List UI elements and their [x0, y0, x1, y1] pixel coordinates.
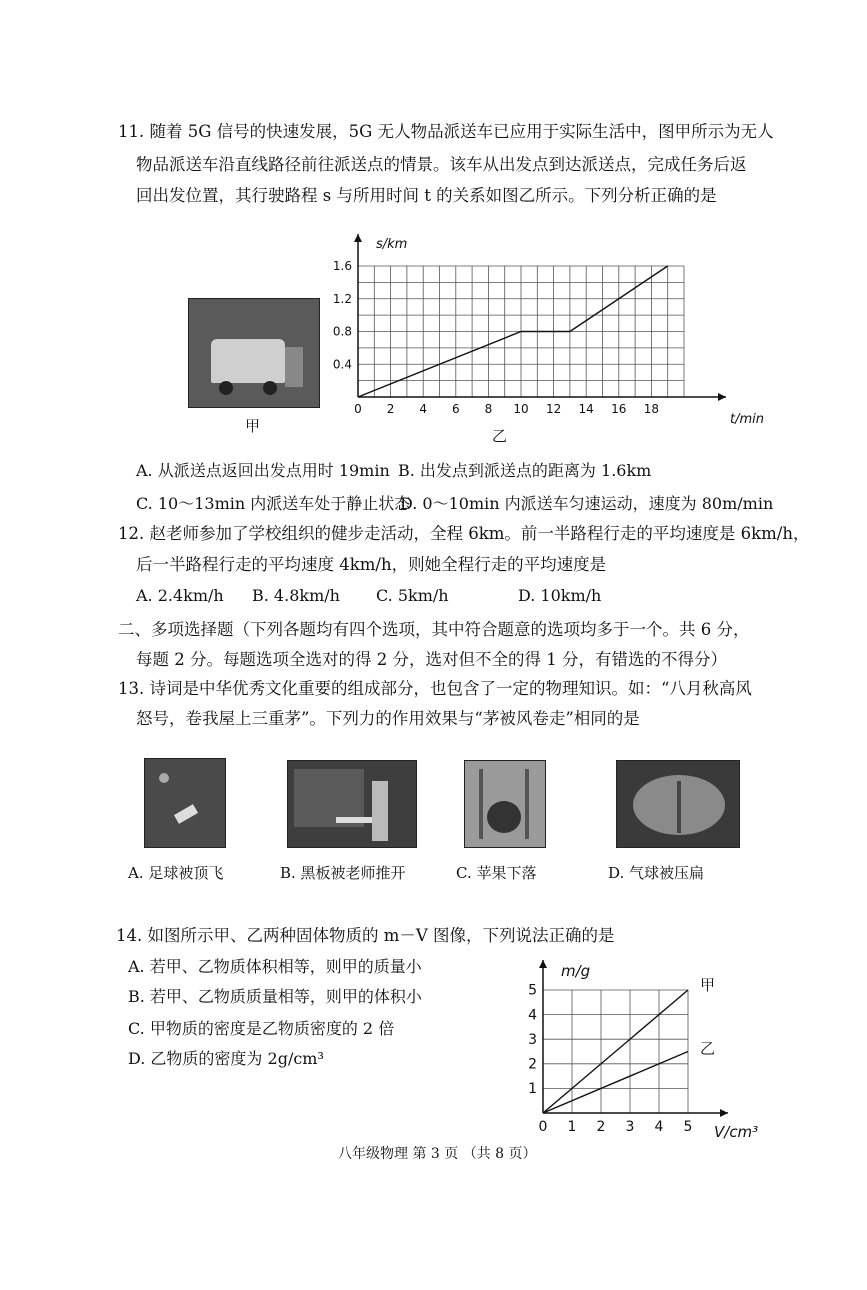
q14-option-b: B. 若甲、乙物质质量相等，则甲的体积小: [128, 987, 422, 1006]
q11-option-d: D. 0～10min 内派送车匀速运动，速度为 80m/min: [400, 494, 774, 513]
q12-stem-line-1: 12. 赵老师参加了学校组织的健步走活动，全程 6km。前一半路程行走的平均速度是 6km/h，: [118, 524, 810, 543]
blackboard-photo: [287, 760, 417, 848]
q13-option-a: A. 足球被顶飞: [128, 864, 224, 882]
x-tick-label: 3: [625, 1119, 635, 1135]
x-tick-label: 1: [567, 1119, 577, 1135]
q12-stem-line-2: 后一半路程行走的平均速度 4km/h，则她全程行走的平均速度是: [136, 555, 607, 574]
section2-heading-line-1: 二、多项选择题（下列各题均有四个选项，其中符合题意的选项均多于一个。共 6 分，: [118, 620, 750, 639]
q14-option-c: C. 甲物质的密度是乙物质密度的 2 倍: [128, 1019, 395, 1038]
series-label: 甲: [700, 976, 716, 994]
x-tick-label: 6: [451, 402, 460, 416]
y-axis-label: s/km: [376, 237, 408, 252]
x-tick-label: 4: [419, 402, 428, 416]
distance-time-chart: [325, 225, 764, 445]
x-tick-label: 2: [386, 402, 395, 416]
q11-stem-line-3: 回出发位置，其行驶路程 s 与所用时间 t 的关系如图乙所示。下列分析正确的是: [136, 186, 717, 205]
photo-label-jia: 甲: [245, 417, 261, 435]
x-tick-label: 2: [596, 1119, 606, 1135]
x-tick-label: 4: [654, 1119, 664, 1135]
y-tick-label: 3: [528, 1031, 537, 1048]
q13-option-c: C. 苹果下落: [456, 864, 537, 882]
y-tick-label: 1: [528, 1081, 537, 1098]
q11-option-b: B. 出发点到派送点的距离为 1.6km: [398, 461, 652, 480]
y-tick-label: 1.6: [332, 259, 352, 273]
x-tick-label: 16: [611, 402, 627, 416]
q14-stem: 14. 如图所示甲、乙两种固体物质的 m－V 图像，下列说法正确的是: [116, 926, 615, 945]
delivery-vehicle-photo: [188, 298, 320, 408]
y-tick-label: 2: [528, 1056, 537, 1073]
q14-option-d: D. 乙物质的密度为 2g/cm³: [128, 1049, 324, 1068]
y-tick-label: 0.4: [332, 357, 352, 372]
series-label: 乙: [700, 1039, 716, 1058]
x-tick-label: 10: [513, 402, 529, 416]
apple-falling-photo: [464, 760, 546, 848]
q13-option-b: B. 黑板被老师推开: [280, 864, 406, 882]
x-tick-label: 14: [578, 402, 594, 416]
series-line-named: [543, 1052, 688, 1114]
mass-volume-chart: [510, 945, 770, 1145]
y-tick-label: 4: [528, 1007, 537, 1024]
x-tick-label: 0: [538, 1119, 548, 1135]
q11-stem-line-1: 11. 随着 5G 信号的快速发展，5G 无人物品派送车已应用于实际生活中，图甲所示为无人: [118, 122, 774, 141]
section2-heading-line-2: 每题 2 分。每题选项全选对的得 2 分，选对但不全的得 1 分，有错选的不得分）: [136, 650, 727, 669]
chart-label-yi: 乙: [492, 427, 508, 445]
x-tick-label: 18: [643, 402, 660, 416]
x-axis-arrow: [720, 1109, 728, 1117]
q12-option-b: B. 4.8km/h: [252, 586, 340, 605]
x-axis-label: t/min: [730, 412, 764, 427]
x-tick-label: 0: [354, 402, 362, 416]
x-tick-label: 8: [484, 402, 493, 416]
x-tick-label: 12: [545, 402, 562, 416]
x-axis-label: V/cm³: [714, 1123, 759, 1141]
y-axis-arrow: [354, 234, 362, 242]
page-footer: 八年级物理 第 3 页 （共 8 页）: [338, 1146, 537, 1162]
q12-option-a: A. 2.4km/h: [136, 586, 224, 605]
y-tick-label: 5: [528, 982, 537, 999]
balloon-squeezed-photo: [616, 760, 740, 848]
x-tick-label: 5: [683, 1119, 693, 1135]
x-axis-arrow: [718, 393, 726, 401]
q14-option-a: A. 若甲、乙物质体积相等，则甲的质量小: [128, 957, 422, 976]
y-tick-label: 0.8: [332, 324, 352, 339]
series-line-named: [543, 990, 688, 1113]
y-axis-label: m/g: [561, 962, 591, 980]
football-photo: [144, 758, 226, 848]
q13-option-d: D. 气球被压扁: [608, 864, 705, 882]
q12-option-d: D. 10km/h: [518, 586, 602, 605]
q11-option-c: C. 10～13min 内派送车处于静止状态: [136, 494, 411, 513]
q13-stem-line-2: 怒号，卷我屋上三重茅”。下列力的作用效果与“茅被风卷走”相同的是: [136, 709, 640, 728]
q13-stem-line-1: 13. 诗词是中华优秀文化重要的组成部分，也包含了一定的物理知识。如：“八月秋高风: [118, 679, 752, 698]
q12-option-c: C. 5km/h: [376, 586, 449, 605]
q11-stem-line-2: 物品派送车沿直线路径前往派送点的情景。该车从出发点到达派送点，完成任务后返: [136, 155, 747, 174]
y-axis-arrow: [539, 960, 547, 968]
q11-option-a: A. 从派送点返回出发点用时 19min: [136, 461, 390, 480]
y-tick-label: 1.2: [332, 291, 352, 306]
